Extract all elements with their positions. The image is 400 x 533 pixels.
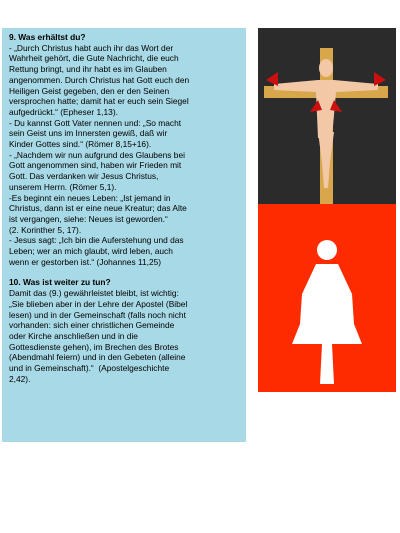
text-line: Heiligen Geist gegeben, den er den Seinen — [9, 85, 170, 96]
text-line: 2,42). — [9, 373, 31, 384]
text-line: lesen) und in der Gemeinschaft (falls noch nicht — [9, 309, 186, 320]
artwork-panel — [258, 28, 396, 392]
text-line: „Sie blieben aber in der Lehre der Apostel (Bibel — [9, 298, 188, 309]
text-line: unserem Herrn. (Römer 5,1). — [9, 181, 117, 192]
text-line: oder Kirche anschließen und in die — [9, 330, 138, 341]
section-10-title: 10. Was ist weiter zu tun? — [9, 277, 111, 288]
text-line: Gott. Das verdanken wir Jesus Christus, — [9, 171, 159, 182]
text-line: -Es beginnt ein neues Leben: „Ist jemand in — [9, 192, 171, 203]
text-line: angenommen. Durch Christus hat Gott euch den — [9, 74, 190, 85]
text-line: Gott angenommen sind, haben wir Frieden mit — [9, 160, 182, 171]
text-panel — [2, 28, 246, 442]
text-line: Kinder Gottes sind.“ (Römer 8,15+16). — [9, 139, 152, 150]
text-line: und in Gemeinschaft).“ (Apostelgeschichte — [9, 363, 170, 374]
text-line: (Abendmahl feiern) und in den Gebeten (alleine — [9, 352, 186, 363]
text-line: ist vergangen, siehe: Neues ist geworden.“ — [9, 213, 168, 224]
section-9-title: 9. Was erhältst du? — [9, 32, 86, 42]
section-gap — [9, 267, 242, 277]
text-line: Damit das (9.) gewährleistet bleibt, ist wichtig: — [9, 288, 179, 299]
section-9-body — [9, 43, 242, 268]
text-line: - Du kannst Gott Vater nennen und: „So macht — [9, 117, 182, 128]
section-10-body — [9, 288, 242, 384]
text-line: - „Durch Christus habt auch ihr das Wort der — [9, 42, 174, 53]
figure-head — [317, 240, 337, 260]
text-line: vorhanden: sich einer christlichen Gemeinde — [9, 320, 175, 331]
text-line: Christus, dann ist er eine neue Kreatur; das Alte — [9, 203, 187, 214]
text-line: Gottesdienste gehen), im Brechen des Brotes — [9, 341, 179, 352]
text-line: - „Nachdem wir nun aufgrund des Glaubens bei — [9, 149, 185, 160]
text-line: Wahrheit gehört, die Gute Nachricht, die euch — [9, 53, 179, 64]
text-line: aufgedrückt.“ (Epheser 1,13). — [9, 106, 118, 117]
text-line: wenn er gestorben ist.“ (Johannes 11,25) — [9, 256, 162, 267]
text-line: (2. Korinther 5, 17). — [9, 224, 82, 235]
artwork — [258, 28, 396, 392]
text-line: - Jesus sagt: „Ich bin die Auferstehung und das — [9, 235, 184, 246]
figure-legs — [320, 344, 334, 384]
text-line: sein Geist uns im Innersten gewiß, daß wir — [9, 128, 168, 139]
text-line: Rettung bringt, und ihr habt es im Glauben — [9, 64, 167, 75]
text-line: Leben; wer an mich glaubt, wird leben, auch — [9, 246, 173, 257]
text-line: versprochen hatte; damit hat er euch sein Siegel — [9, 96, 189, 107]
